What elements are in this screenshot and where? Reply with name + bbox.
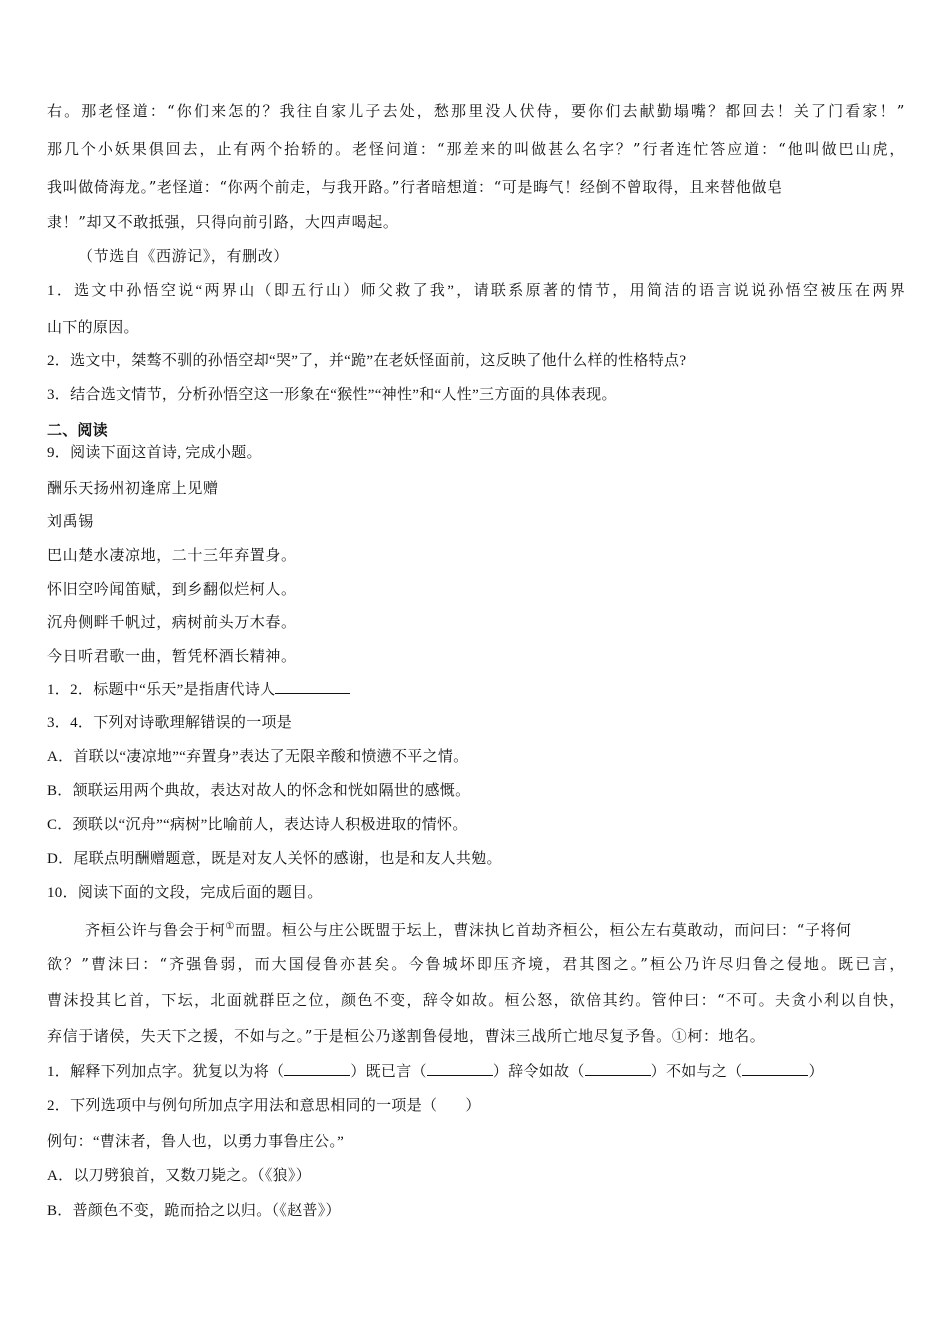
passage-text: 我叫做倚海龙。”老怪道：“你两个前走，与我开路。”行者暗想道：“可是晦气！经倒不曾取得，且来替他做皂	[47, 178, 783, 196]
answer-blank[interactable]	[427, 1061, 493, 1076]
section-heading: 二、阅读	[47, 421, 108, 439]
poem-line: 怀旧空吟闻笛赋，到乡翻似烂柯人。	[47, 580, 297, 598]
footnote-marker: ①	[225, 921, 235, 932]
question-1	[47, 281, 905, 301]
question-3: 3．结合选文情节，分析孙悟空这一形象在“猴性”“神性”和“人性”三方面的具体表现。	[47, 387, 617, 403]
question-10-prompt: 10．阅读下面的文段，完成后面的题目。	[47, 885, 323, 901]
passage-text: 而盟。桓公与庄公既盟于坛上，曹沫执匕首劫齐桓公，桓公左右莫敢动，而问曰：“子将何	[234, 921, 852, 939]
poem-line: 今日听君歌一曲，暂凭杯酒长精神。	[47, 647, 297, 665]
poem-author: 刘禹锡	[47, 512, 94, 530]
passage-line	[47, 212, 398, 232]
answer-blank[interactable]	[284, 1061, 350, 1076]
passage-text: 曹沫投其匕首，下坛，北面就群臣之位，颜色不变，辞令如故。桓公怒，欲倍其约。管仲曰：“不可。夫贪小利以自快，	[47, 991, 905, 1009]
poem-line: 沉舟侧畔千帆过，病树前头万木春。	[47, 613, 297, 631]
example-sentence: 例句：“曹沫者，鲁人也，以勇力事鲁庄公。”	[47, 1134, 345, 1150]
question-10-sub-2	[47, 1096, 481, 1116]
answer-blank[interactable]	[275, 679, 350, 694]
classical-passage-line	[47, 954, 905, 974]
option-b[interactable]: B．普颜色不变，跪而拾之以归。（《赵普》）	[47, 1203, 341, 1219]
word-item: 犹复以为将（	[192, 1064, 285, 1080]
passage-line	[47, 177, 783, 197]
question-1-continued: 山下的原因。	[47, 320, 139, 336]
question-text: 1．选文中孙悟空说“两界山（即五行山）师父救了我”，请联系原著的情节，用简洁的语言说说孙悟空被压在两界	[47, 283, 905, 299]
classical-passage-line	[47, 990, 905, 1010]
poem-line: 巴山楚水凄凉地，二十三年弃置身。	[47, 546, 297, 564]
word-item: ）	[808, 1064, 824, 1080]
question-9-sub-1	[47, 679, 350, 700]
answer-blank[interactable]	[585, 1061, 651, 1076]
classical-passage-line: 弃信于诸侯，失天下之援，不如与之。”于是桓公乃遂割鲁侵地，曹沫三战所亡地尽复予鲁。①柯：地名。	[47, 1027, 766, 1045]
question-2: 2．选文中，桀骜不驯的孙悟空却“哭”了，并“跪”在老妖怪面前，这反映了他什么样的性格特点?	[47, 353, 687, 369]
passage-line	[47, 101, 905, 121]
option-c[interactable]: C．颈联以“沉舟”“病树”比喻前人，表达诗人积极进取的情怀。	[47, 817, 468, 833]
passage-text: 齐桓公许与鲁会于柯	[85, 921, 226, 939]
passage-text: 隶！”却又不敢抵强，只得向前引路，大四声喝起。	[47, 213, 399, 231]
option-b[interactable]: B．颔联运用两个典故，表达对故人的怀念和恍如隔世的感慨。	[47, 783, 471, 799]
question-text: 1．2．标题中“乐天”是指唐代诗人	[47, 682, 276, 698]
classical-passage-line	[85, 917, 852, 940]
poem-title: 酬乐天扬州初逢席上见赠	[47, 479, 219, 497]
passage-text: 欲？”曹沫曰：“齐强鲁弱，而大国侵鲁亦甚矣。今鲁城坏即压齐境，君其图之。”桓公乃许尽归鲁之侵地。既已言，	[47, 955, 905, 973]
option-a[interactable]: A．首联以“凄凉地”“弃置身”表达了无限辛酸和愤懑不平之情。	[47, 749, 469, 765]
paren-close: ）	[465, 1098, 481, 1114]
question-9-prompt: 9．阅读下面这首诗, 完成小题。	[47, 445, 262, 461]
word-item: ）辞令如故（	[492, 1064, 585, 1080]
word-item: ）既已言（	[350, 1064, 427, 1080]
answer-blank[interactable]	[742, 1061, 808, 1076]
passage-line	[47, 139, 905, 159]
passage-text: 右。那老怪道：“你们来怎的？我往自家儿子去处，愁那里没人伏侍，要你们去献勤塌嘴？都回去！关了门看家！”	[47, 102, 905, 120]
question-text: 2．下列选项中与例句所加点字用法和意思相同的一项是（	[47, 1098, 438, 1114]
question-10-sub-1	[47, 1061, 824, 1082]
option-d[interactable]: D．尾联点明酬赠题意，既是对友人关怀的感谢，也是和友人共勉。	[47, 851, 502, 867]
word-item: ）不如与之（	[650, 1064, 743, 1080]
option-a[interactable]: A．以刀劈狼首，又数刀毙之。（《狼》）	[47, 1168, 312, 1184]
passage-text: 那几个小妖果俱回去，止有两个抬轿的。老怪问道：“那差来的叫做甚么名字？”行者连忙答应道：“他叫做巴山虎，	[47, 140, 905, 158]
passage-source: （节选自《西游记》，有删改）	[78, 247, 289, 265]
question-9-sub-2: 3．4．下列对诗歌理解错误的一项是	[47, 715, 293, 731]
question-text: 1．解释下列加点字。	[47, 1064, 193, 1080]
